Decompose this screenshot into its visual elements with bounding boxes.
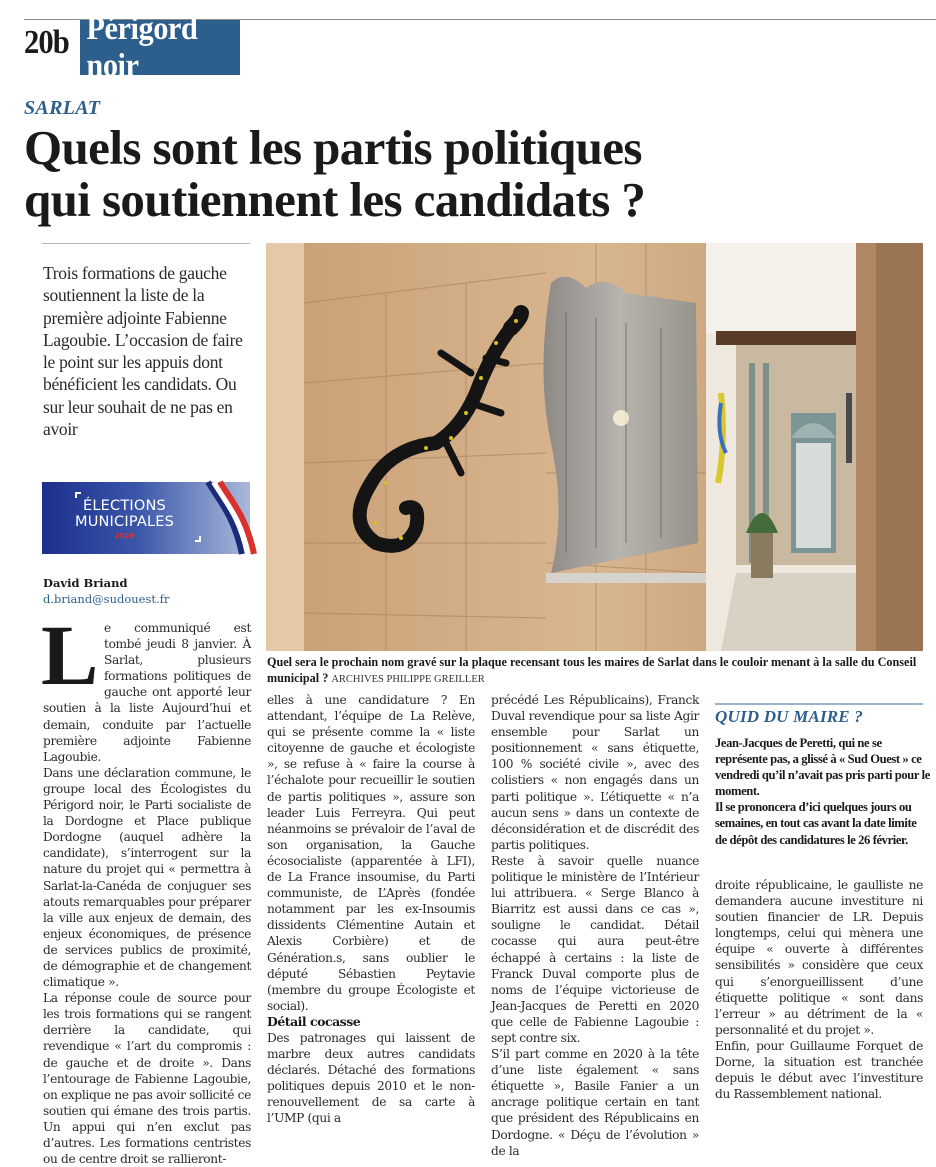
photo-caption (267, 655, 927, 687)
paragraph: elles à une candidature ? En attendant, l’équipe de La Relève, qui se présente comme la « liste citoyenne de gauche et écologiste », se refuse à « faire la course à l’échalote pour recueillir le soutien de partis politiques », assure son leader Luis Ferreyra. Qui peut néanmoins se prévaloir de l’aval de son organisation, la Gauche écosocialiste (apparentée à LFI), de La France insoumise, du Parti communiste, de L’Après (fondée notamment par les ex-Insoumis dissidents Clémentine Autain et Alexis Corbière) et de Génération.s, sans oublier le député Sébastien Peytavie (membre du groupe Écologiste et social). (267, 693, 475, 1013)
page-number: 20b (24, 24, 69, 61)
paragraph: droite républicaine, le gaulliste ne demandera aucune investiture ni soutien financier de LR. Depuis longtemps, celui qui mènera une équipe « ouverte à différentes sensibilités » considère que ceux qui s’enorgueillissent d’une étiquette politique « sont dans l’erreur » au détriment de la « personnalité et du projet ». (715, 878, 923, 1037)
paragraph: Reste à savoir quelle nuance politique le ministère de l’Intérieur lui attribuera. « Serge Blanco à Biarritz est aussi dans ce cas », souligne le candidat. Détail cocasse qui aura peut-être échappé à certains : la liste de Franck Duval comporte plus de noms de l’équipe victorieuse de Jean-Jacques de Peretti en 2020 que celle de Fabienne Lagoubie : sept contre six. (491, 853, 699, 1045)
section-banner (80, 10, 240, 84)
paragraph: Des patronages qui laissent de marbre deux autres candidats déclarés. Détaché des formations politiques depuis 2010 et le non-renouvellement de sa carte à l’UMP (qui a (267, 1030, 475, 1126)
subhead: Détail cocasse (267, 1013, 361, 1029)
author-email-link[interactable]: d.briand@sudouest.fr (43, 592, 170, 606)
sidebar-title: QUID DU MAIRE ? (715, 707, 863, 726)
corner-bracket-icon (75, 492, 81, 498)
article-chapo: Trois formations de gauche soutiennent la liste de la première adjointe Fabienne Lagoubie. L’occasion de faire le point sur les appuis dont bénéficient les candidats. Ou sur leur souhait de ne pas en avoir (43, 263, 243, 440)
corridor-photo-illustration (266, 243, 923, 651)
banner-line-2: MUNICIPALES (74, 514, 175, 530)
sidebar-paragraph: Il se prononcera d’ici quelques jours ou semaines, en tout cas avant la date limite de dépôt des candidatures le 26 février. (715, 800, 917, 847)
paragraph: La réponse coule de source pour les trois formations qui se rangent derrière la candidate, qui revendique « l’art du compromis : de gauche et de droite ». Dans l’entourage de Fabienne Lagoubie, on explique ne pas avoir sollicité ce soutien qui émane des trois partis. Un appui qui n’en exclut pas d’autres. Les formations centristes ou de centre droit se rallieront- (43, 991, 251, 1167)
paragraph: S’il part comme en 2020 à la tête d’une liste également « sans étiquette », Basile Fanier a un ancrage politique certain en tant que président des Républicains en Dordogne. « Déçu de l’évolution » de la (491, 1047, 699, 1158)
article-photo (266, 243, 923, 651)
chapo-rule (42, 243, 250, 244)
author-name: David Briand (43, 576, 128, 590)
caption-text: Quel sera le prochain nom gravé sur la plaque recensant tous les maires de Sarlat dans le couloir menant à la salle du Conseil municipal ? (267, 655, 917, 685)
sidebar-body (715, 735, 930, 848)
paragraph: précédé Les Républicains), Franck Duval revendique pour sa liste Agir ensemble pour Sarlat un positionnement « sans étiquette, 100 % société civile », avec des colistiers « non engagés dans un parti politique ». L’étiquette « n’a aucun sens » dans un contexte de déconsidération et de discrédit des partis politiques. (491, 693, 699, 852)
sidebar-paragraph: Jean-Jacques de Peretti, qui ne se représente pas, a glissé à « Sud Ouest » ce vendredi qu’il n’avait pas pris parti pour le moment. (715, 736, 930, 799)
paragraph: e communiqué est tombé jeudi 8 janvier. À Sarlat, plusieurs formations politiques de gauche ont apporté leur soutien à la liste Aujourd’hui et demain, conduite par l’actuelle première adjointe Fabienne Lagoubie. (43, 621, 251, 764)
headline-line-1: Quels sont les partis politiques (24, 120, 642, 175)
banner-year: 2026 (114, 532, 135, 540)
article-kicker: SARLAT (24, 97, 101, 119)
article-column-3 (491, 692, 699, 1159)
section-title: Périgord noir (86, 10, 198, 84)
elections-municipales-banner (42, 482, 250, 554)
photo-credit: ARCHIVES PHILIPPE GREILLER (331, 673, 485, 685)
banner-line-1: ÉLECTIONS (83, 498, 166, 514)
drop-cap: L (41, 607, 99, 703)
sidebar-rule (715, 703, 923, 705)
paragraph: Dans une déclaration commune, le groupe local des Écologistes du Périgord noir, le Parti socialiste de la Dordogne et Place publique Dordogne (auquel adhère la candidate), s’interrogent sur la nature du projet qui « permettra à Sarlat-la-Canéda de conjuguer ses atouts remarquables pour préparer la ville aux enjeux de demain, des enjeux économiques, de présence de services publics de proximité, de démographie et de changement climatique ». (43, 765, 251, 990)
article-column-4 (715, 877, 923, 1102)
article-headline (24, 122, 924, 226)
headline-line-2: qui soutiennent les candidats ? (24, 172, 646, 227)
paragraph: Enfin, pour Guillaume Forquet de Dorne, la situation est tranchée depuis le début avec l’investiture du Rassemblement national. (715, 1038, 923, 1102)
article-column-1 (41, 607, 251, 1167)
tricolor-ribbon-icon (190, 482, 250, 554)
article-column-2 (267, 692, 475, 1127)
